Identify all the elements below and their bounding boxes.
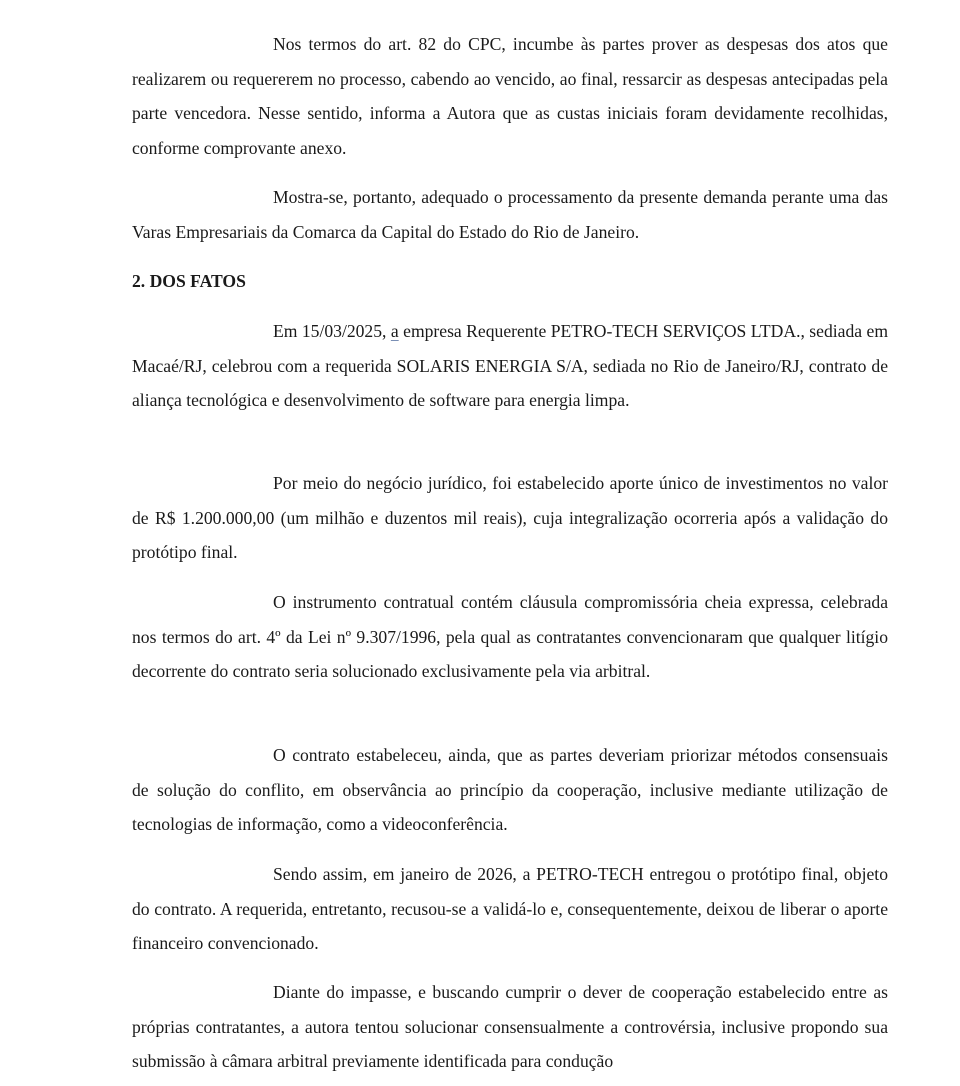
- paragraph-text: O instrumento contratual contém cláusula compromissória cheia expressa, celebrada nos termos do art. 4º da Lei nº 9.307/1996, pela qual as contratantes convencionaram que qualquer litígio decorrente do contrato seria solucionado exclusivamente pela via arbitral.: [132, 592, 888, 682]
- paragraph-text: Mostra-se, portanto, adequado o processamento da presente demanda perante uma das Varas Empresariais da Comarca da Capital do Estado do Rio de Janeiro.: [132, 187, 888, 242]
- paragraph-custas: [132, 27, 888, 165]
- paragraph-metodos-consensuais: [132, 738, 888, 842]
- paragraph-competencia: [132, 180, 888, 249]
- paragraph-text: Sendo assim, em janeiro de 2026, a PETRO-TECH entregou o protótipo final, objeto do contrato. A requerida, entretanto, recusou-se a validá-lo e, consequentemente, deixou de liberar o aporte financeiro convencionado.: [132, 864, 888, 954]
- paragraph-aporte: [132, 466, 888, 570]
- text-run: empresa Requerente PETRO-TECH SERVIÇOS LTDA., sediada em Macaé/RJ, celebrou com a requerida SOLARIS ENERGIA S/A, sediada no Rio de Janeiro/RJ, contrato de aliança tecnológica e desenvolvimento de software para energia limpa.: [132, 321, 888, 411]
- paragraph-prototipo: [132, 857, 888, 961]
- underlined-word: a: [390, 321, 399, 341]
- heading-dos-fatos: 2. DOS FATOS: [132, 271, 246, 291]
- paragraph-text: O contrato estabeleceu, ainda, que as partes deveriam priorizar métodos consensuais de solução do conflito, em observância ao princípio da cooperação, inclusive mediante utilização de tecnologias de informação, como a videoconferência.: [132, 745, 888, 835]
- paragraph-text: Nos termos do art. 82 do CPC, incumbe às partes prover as despesas dos atos que realizarem ou requererem no processo, cabendo ao vencido, ao final, ressarcir as despesas antecipadas pela parte vencedora. Nesse sentido, informa a Autora que as custas iniciais foram devidamente recolhidas, conforme comprovante anexo.: [132, 34, 888, 158]
- paragraph-impasse: [132, 975, 888, 1079]
- paragraph-contrato: [132, 314, 888, 418]
- paragraph-text: Diante do impasse, e buscando cumprir o dever de cooperação estabelecido entre as próprias contratantes, a autora tentou solucionar consensualmente a controvérsia, inclusive propondo sua submissão à câmara arbitral previamente identificada para condução: [132, 982, 888, 1072]
- paragraph-text: [132, 314, 888, 418]
- paragraph-clausula: [132, 585, 888, 689]
- section-heading: [132, 264, 888, 299]
- text-run: Em 15/03/2025,: [273, 321, 391, 341]
- paragraph-text: Por meio do negócio jurídico, foi estabelecido aporte único de investimentos no valor de R$ 1.200.000,00 (um milhão e duzentos mil reais), cuja integralização ocorreria após a validação do protótipo final.: [132, 473, 888, 563]
